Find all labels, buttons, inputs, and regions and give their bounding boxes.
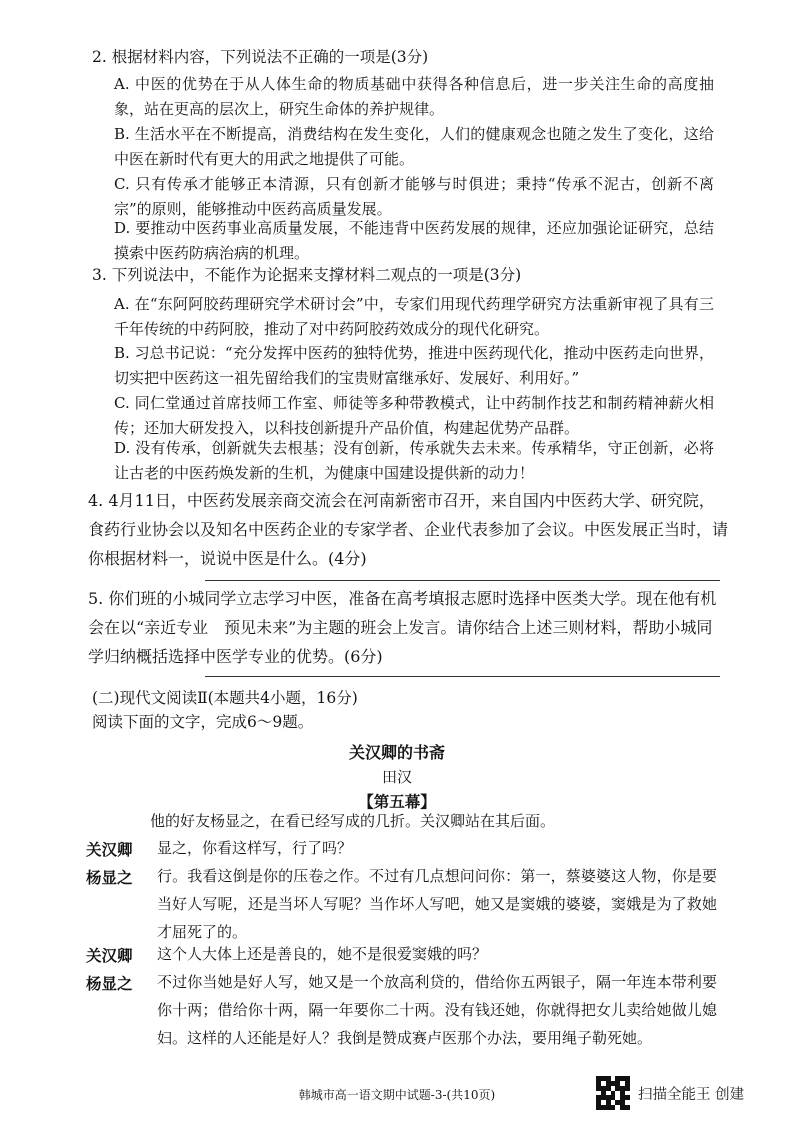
answer-line [205, 580, 720, 581]
scanner-watermark [596, 1076, 744, 1110]
answer-line [205, 676, 720, 677]
question-3-option-b: B. 习总书记说：“充分发挥中医药的独特优势，推进中医药现代化，推动中医药走向世界，切实把中医药这一祖先留给我们的宝贵财富继承好、发展好、利用好。” [114, 344, 714, 387]
act-heading: 【第五幕】 [358, 792, 436, 811]
dialogue-line: 不过你当她是好人写，她又是一个放高利贷的，借给你五两银子，隔一年连本带利要你十两；借给你十两，隔一年要你二十两。没有钱还她，你就得把女儿卖给她做儿媳妇。这样的人还能是好人？我倒是赞成赛卢医那个办法，要用绳子勒死她。 [157, 973, 717, 1047]
watermark-text: 扫描全能王 创建 [638, 1086, 745, 1103]
question-2-option-b: B. 生活水平在不断提高，消费结构在发生变化，人们的健康观念也随之发生了变化，这给中医在新时代有更大的用武之地提供了可能。 [114, 125, 714, 168]
question-5-text: 5. 你们班的小城同学立志学习中医，准备在高考填报志愿时选择中医类大学。现在他有机会在以“亲近专业 预见未来”为主题的班会上发言。请你结合上述三则材料，帮助小城同学归纳概括选择中医学专业的优势。(6分) [88, 589, 717, 666]
play-title: 关汉卿的书斋 [348, 743, 445, 762]
question-3-option-d: D. 没有传承，创新就失去根基；没有创新，传承就失去未来。传承精华，守正创新，必将让古老的中医药焕发新的生机，为健康中国建设提供新的动力！ [114, 439, 714, 482]
question-2-option-d: D. 要推动中医药事业高质量发展，不能违背中医药发展的规律，还应加强论证研究，总结摸索中医药防病治病的机理。 [114, 219, 714, 262]
speaker-name: 关汉卿 [86, 841, 133, 859]
section-2-title: (二)现代文阅读Ⅱ(本题共4小题，16分) [92, 689, 358, 707]
question-4-text: 4. 4月11日，中医药发展亲商交流会在河南新密市召开，来自国内中医药大学、研究院，食药行业协会以及知名中医药企业的专家学者、企业代表参加了会议。中医发展正当时，请你根据材料一，说说中医是什么。(4分) [88, 491, 729, 568]
qr-code-icon [596, 1076, 630, 1110]
question-3-title: 3. 下列说法中，不能作为论据来支撑材料二观点的一项是(3分) [92, 266, 522, 284]
speaker-name: 杨显之 [86, 975, 133, 993]
section-2-instruction: 阅读下面的文字，完成6～9题。 [92, 713, 314, 731]
dialogue-line: 显之，你看这样写，行了吗？ [157, 839, 353, 857]
dialogue-line: 行。我看这倒是你的压卷之作。不过有几点想问问你：第一，蔡婆婆这人物，你是要当好人写呢，还是当坏人写呢？当作坏人写吧，她又是窦娥的婆婆，窦娥是为了救她才屈死了的。 [157, 867, 717, 941]
stage-direction: 他的好友杨显之，在看已经写成的几折。关汉卿站在其后面。 [150, 812, 556, 830]
dialogue-line: 这个人大体上还是善良的，她不是很爱窦娥的吗？ [157, 945, 488, 963]
question-2-option-c: C. 只有传承才能够正本清源，只有创新才能够与时俱进；秉持“传承不泥古，创新不离宗”的原则，能够推动中医药高质量发展。 [114, 175, 714, 218]
play-author: 田汉 [381, 768, 412, 786]
question-3-option-a: A. 在“东阿阿胶药理研究学术研讨会”中，专家们用现代药理学研究方法重新审视了具有三千年传统的中药阿胶，推动了对中药阿胶药效成分的现代化研究。 [114, 295, 714, 338]
speaker-name: 杨显之 [86, 869, 133, 887]
page-footer: 韩城市高一语文期中试题-3-(共10页) [298, 1088, 496, 1102]
question-2-title: 2. 根据材料内容，下列说法不正确的一项是(3分) [92, 48, 429, 66]
question-3-option-c: C. 同仁堂通过首席技师工作室、师徒等多种带教模式，让中药制作技艺和制药精神薪火相传；还加大研发投入，以科技创新提升产品价值，构建起优势产品群。 [114, 394, 714, 437]
question-2-option-a: A. 中医的优势在于从人体生命的物质基础中获得各种信息后，进一步关注生命的高度抽象，站在更高的层次上，研究生命体的养护规律。 [114, 75, 714, 118]
speaker-name: 关汉卿 [86, 947, 133, 965]
